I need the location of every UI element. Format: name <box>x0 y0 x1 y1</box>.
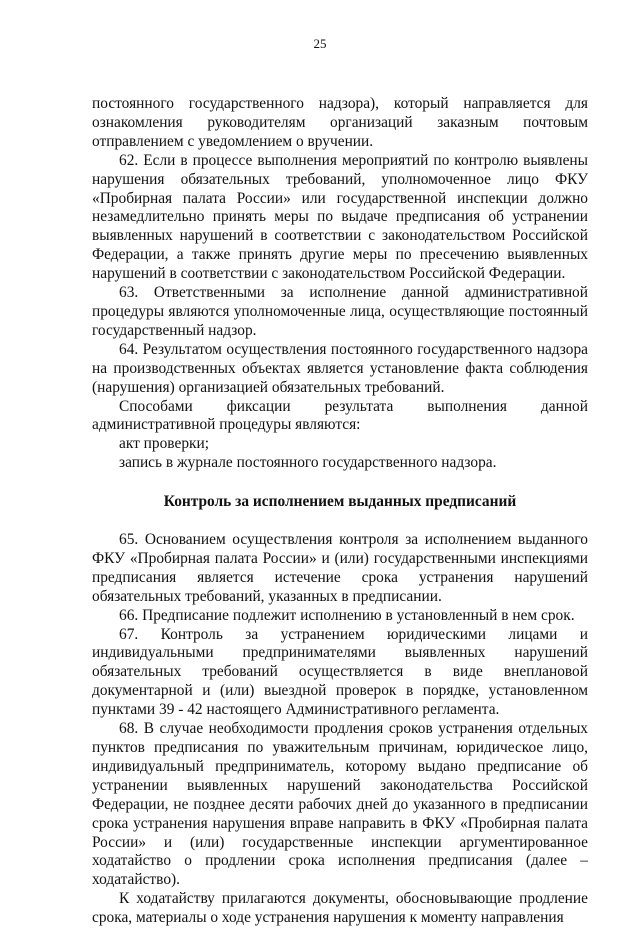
paragraph-continuation: постоянного государственного надзора), который направляется для ознакомления руководителям организаций заказным почтовым отправлением с уведомлением о вручении. <box>92 95 588 150</box>
paragraph-63: 63. Ответственными за исполнение данной административной процедуры являются уполномоченные лица, осуществляющие постоянный государственный надзор. <box>92 284 588 339</box>
paragraph-67: 67. Контроль за устранением юридическими лицами и индивидуальными предпринимателями выявленных нарушений обязательных требований осуществляется в виде внеплановой документарной и (или) выездной проверок в порядке, установленном пунктами 39 - 42 настоящего Административного регламента. <box>92 625 588 719</box>
paragraph-petition-documents: К ходатайству прилагаются документы, обосновывающие продление срока, материалы о ходе устранения нарушения к моменту направления <box>92 890 588 927</box>
list-item-inspection-act: акт проверки; <box>119 435 209 453</box>
section-heading: Контроль за исполнением выданных предписаний <box>163 493 517 511</box>
list-item-journal-entry: запись в журнале постоянного государственного надзора. <box>119 454 497 472</box>
paragraph-65: 65. Основанием осуществления контроля за исполнением выданного ФКУ «Пробирная палата России» и (или) государственными инспекциями предписания является истечение срока устранения нарушений обязательных требований, указанных в предписании. <box>92 531 588 605</box>
paragraph-68: 68. В случае необходимости продления сроков устранения отдельных пунктов предписания по уважительным причинам, юридическое лицо, индивидуальный предприниматель, которому выдано предписание об устранении выявленных нарушений законодательства Российской Федерации, не позднее десяти рабочих дней до указанного в предписании срока устранения нарушения вправе направить в ФКУ «Пробирная палата России» и (или) государственные инспекции аргументированное ходатайство о продлении срока исполнения предписания (далее – ходатайство). <box>92 720 588 889</box>
paragraph-fixation-methods: Способами фиксации результата выполнения данной административной процедуры являются: <box>92 397 588 434</box>
document-body <box>92 95 588 928</box>
paragraph-66: 66. Предписание подлежит исполнению в установленный в нем срок. <box>119 606 575 624</box>
page-number: 25 <box>313 36 327 51</box>
paragraph-64: 64. Результатом осуществления постоянного государственного надзора на производственных объектах является установление факта соблюдения (нарушения) организацией обязательных требований. <box>92 340 588 396</box>
paragraph-62: 62. Если в процессе выполнения мероприятий по контролю выявлены нарушения обязательных требований, уполномоченное лицо ФКУ «Пробирная палата России» или государственной инспекции должно незамедлительно принять меры по выдаче предписания об устранении выявленных нарушений в соответствии с законодательством Российской Федерации, а также принять другие меры по пресечению выявленных нарушений в соответствии с законодательством Российской Федерации. <box>92 151 588 283</box>
